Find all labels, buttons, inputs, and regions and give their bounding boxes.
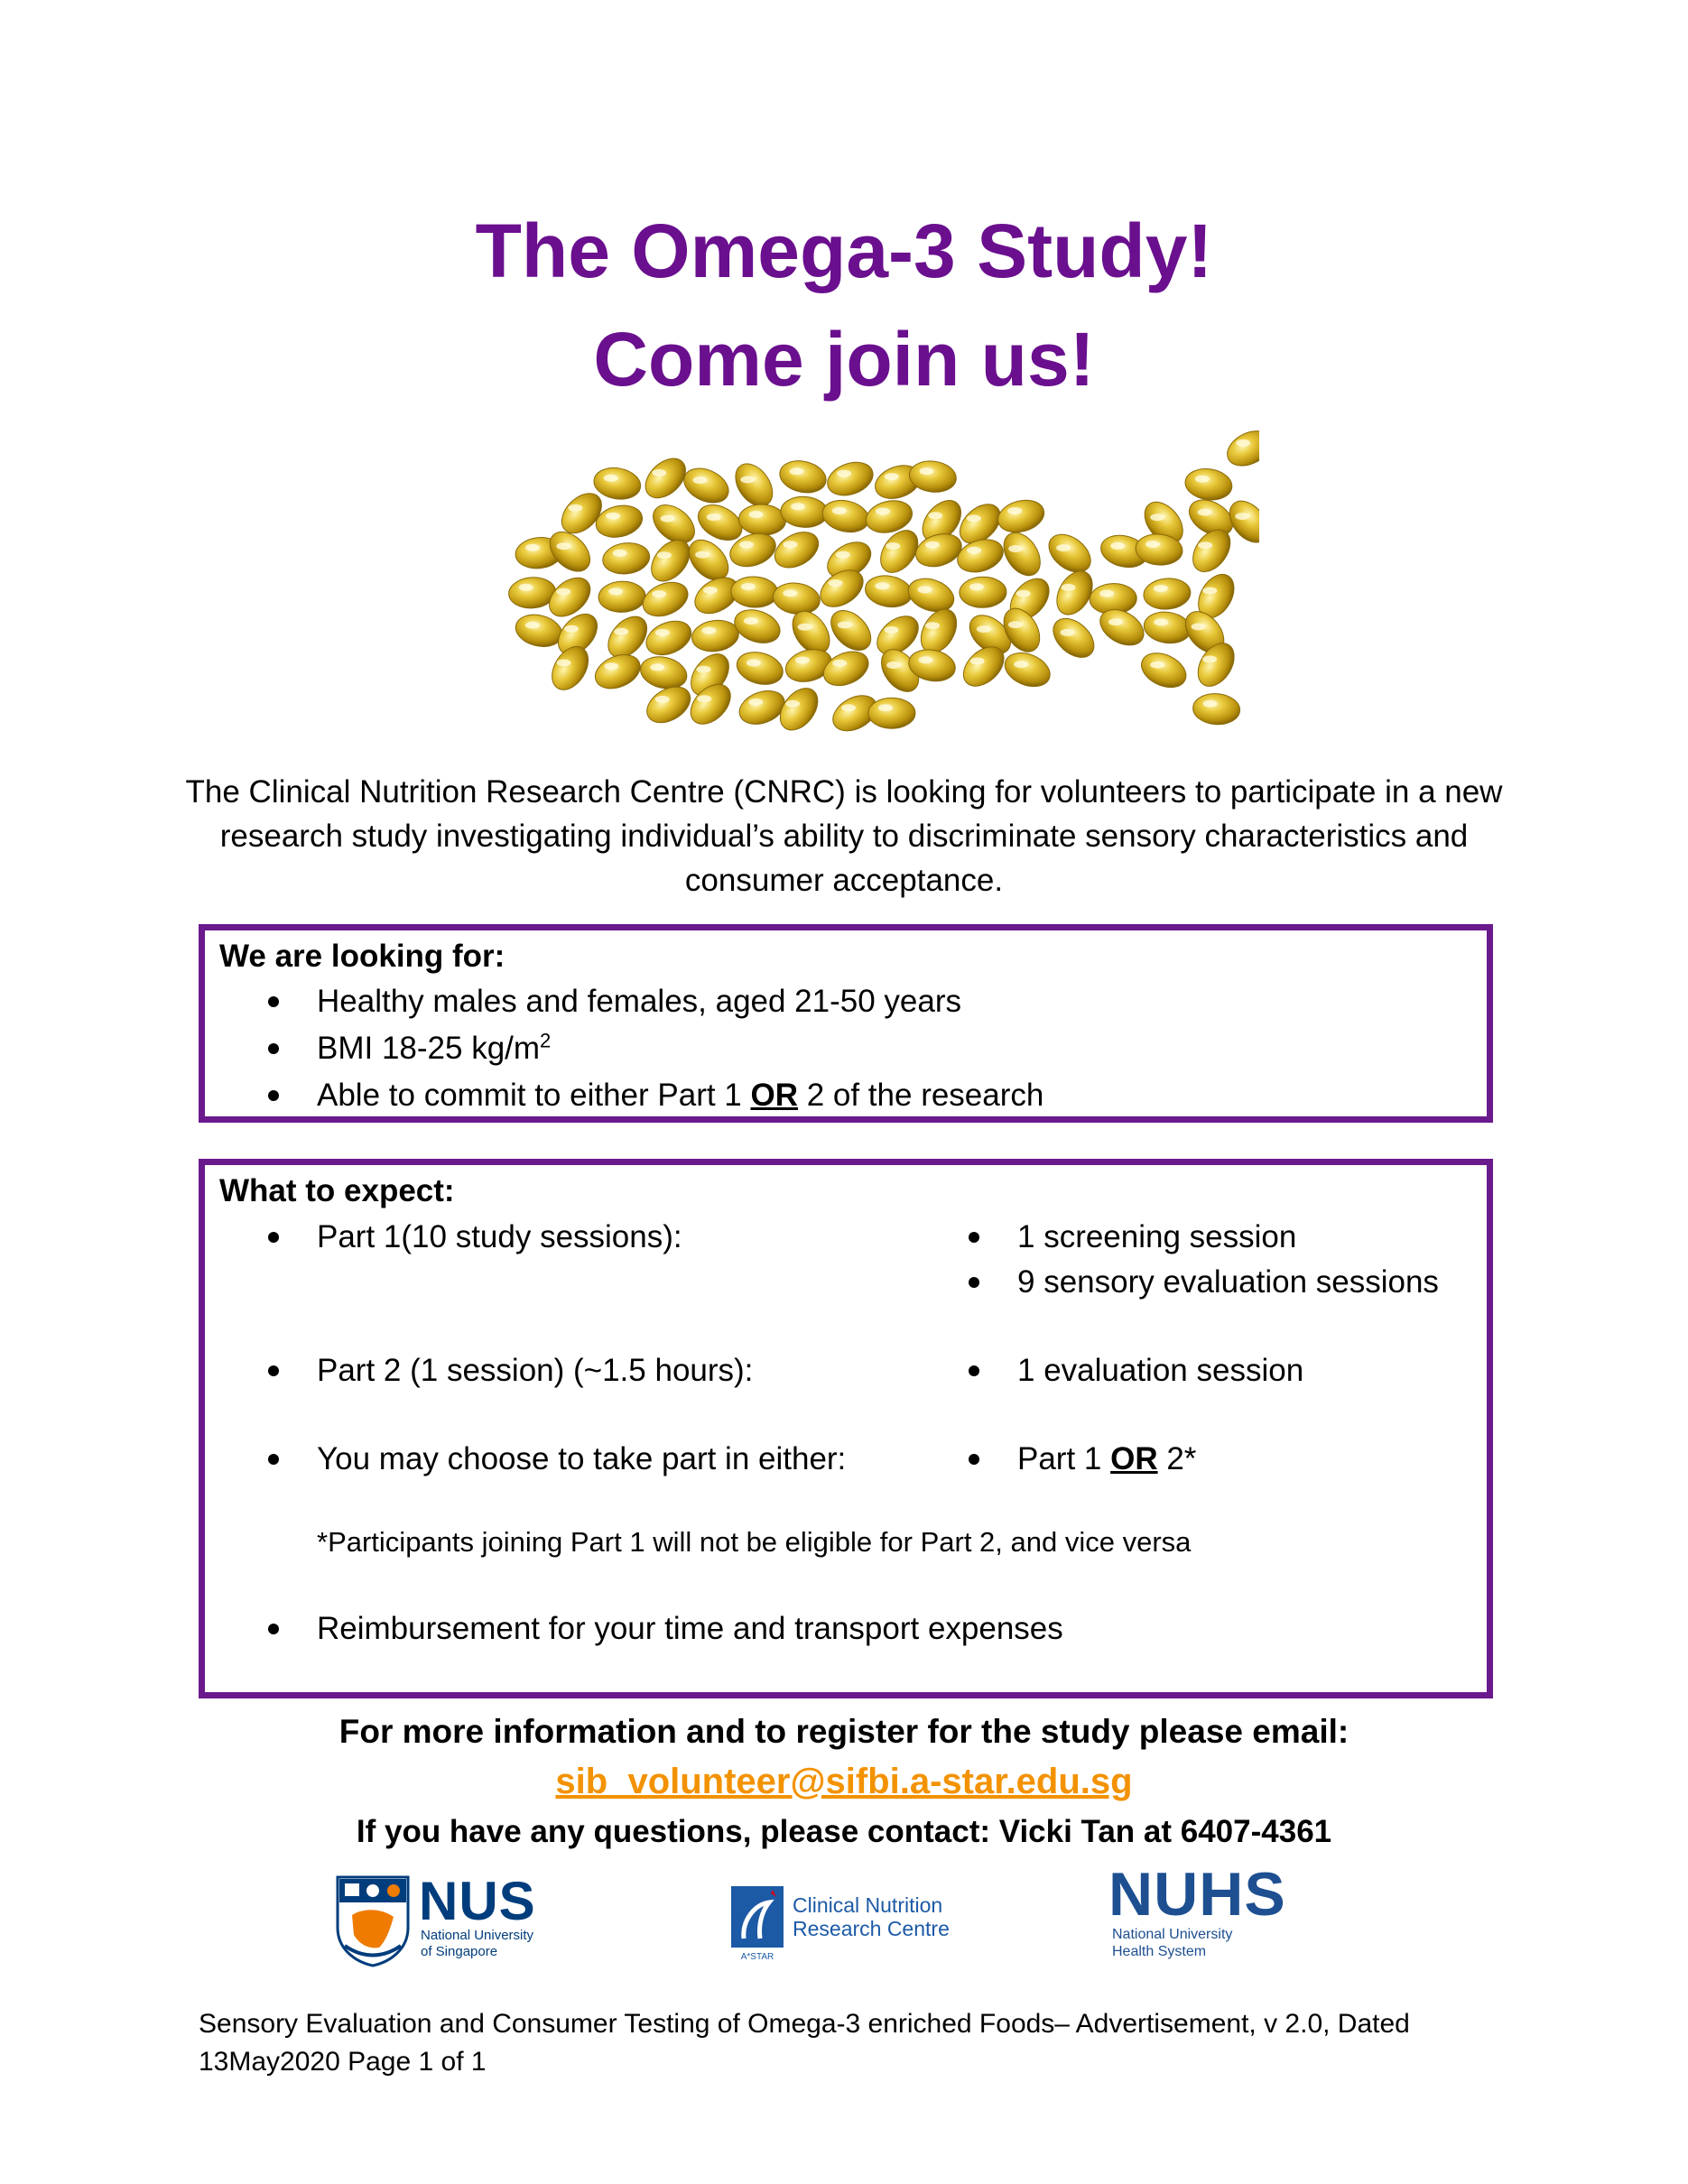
- list-item: Part 1(10 study sessions):: [268, 1216, 682, 1259]
- capsule-icon: [1143, 577, 1192, 611]
- capsule-highlight: [692, 477, 707, 484]
- nus-name: National University of Singapore: [421, 1928, 534, 1959]
- capsule-highlight: [876, 508, 890, 515]
- bullet-icon: [268, 1365, 279, 1376]
- capsule-icon: [591, 465, 643, 504]
- capsule-highlight: [1195, 476, 1210, 483]
- capsule-highlight: [837, 470, 851, 477]
- list-item: Reimbursement for your time and transport expenses: [268, 1607, 1063, 1651]
- capsule-highlight: [564, 625, 579, 633]
- capsule-highlight: [1056, 544, 1071, 551]
- capsule-highlight: [928, 512, 942, 519]
- capsule-highlight: [783, 589, 797, 597]
- capsule-highlight: [967, 514, 981, 522]
- cnrc-logo: [729, 1884, 964, 1970]
- capsule-icon: [771, 580, 821, 617]
- capsule-highlight: [657, 551, 672, 559]
- list-item: 1 evaluation session: [969, 1349, 1303, 1393]
- nuhs-wordmark: NUHS: [1108, 1860, 1286, 1929]
- capsule-highlight: [749, 511, 764, 518]
- capsule-highlight: [878, 704, 893, 711]
- capsule-icon: [1042, 527, 1098, 580]
- capsule-highlight: [1202, 656, 1217, 663]
- capsule-highlight: [1198, 509, 1212, 516]
- capsule-highlight: [740, 476, 755, 483]
- capsule-highlight: [556, 542, 570, 550]
- capsule-icon: [1136, 646, 1191, 694]
- capsule-icon: [728, 457, 780, 513]
- contact-line-1: For more information and to register for the study please email:: [339, 1713, 1349, 1750]
- capsule-icon: [995, 495, 1048, 537]
- nus-crest-icon: [336, 1875, 410, 1967]
- nuhs-name: National University Health System: [1112, 1927, 1233, 1959]
- capsule-icon: [823, 457, 877, 502]
- capsule-highlight: [885, 473, 899, 480]
- capsule-highlight: [832, 660, 847, 667]
- bullet-icon: [268, 1232, 279, 1243]
- capsule-highlight: [925, 541, 940, 549]
- eligibility-note: *Participants joining Part 1 will not be eligible for Part 2, and vice versa: [317, 1526, 1192, 1558]
- astar-icon: [729, 1884, 785, 1962]
- capsule-highlight: [1008, 621, 1023, 628]
- capsule-icon: [590, 648, 645, 695]
- looking-for-heading: We are looking for:: [219, 939, 505, 974]
- intro-text: The Clinical Nutrition Research Centre (CNRC) is looking for volunteers to participate in a new research study investigating individual’s ability to discriminate sensory characteristics and consumer acceptance.: [185, 774, 1503, 898]
- capsule-icon: [819, 645, 874, 692]
- footer-text: Sensory Evaluation and Consumer Testing of Omega-3 enriched Foods– Advertisement, v 2.0, Dated 13May2020 Page 1 of 1: [199, 2009, 1410, 2077]
- fish-capsules-image: [501, 424, 1259, 758]
- capsule-icon: [1183, 466, 1234, 503]
- capsule-icon: [679, 462, 734, 510]
- capsule-highlight: [1203, 700, 1218, 708]
- capsule-highlight: [836, 551, 850, 559]
- capsule-icon: [997, 526, 1048, 582]
- capsule-highlight: [1154, 585, 1168, 592]
- capsule-highlight: [695, 551, 710, 559]
- list-item: You may choose to take part in either:: [268, 1438, 846, 1481]
- cnrc-name: Clinical Nutrition Research Centre: [793, 1893, 950, 1940]
- bullet-icon: [268, 1454, 279, 1465]
- capsule-highlight: [1014, 661, 1028, 668]
- capsule-highlight: [1099, 590, 1114, 597]
- capsule-highlight: [557, 659, 571, 666]
- capsule-highlight: [1008, 545, 1023, 552]
- capsule-icon: [598, 580, 646, 613]
- capsule-highlight: [1108, 618, 1123, 625]
- bullet-icon: [268, 1624, 279, 1634]
- capsule-icon: [820, 496, 872, 537]
- capsule-highlight: [697, 666, 711, 673]
- expect-heading: What to expect:: [219, 1173, 455, 1208]
- capsule-highlight: [829, 579, 843, 587]
- capsule-highlight: [1145, 541, 1160, 548]
- capsule-highlight: [1154, 618, 1168, 625]
- capsule-icon: [641, 615, 696, 662]
- capsule-highlight: [1062, 584, 1076, 591]
- capsule-highlight: [918, 586, 932, 593]
- list-item: Healthy males and females, aged 21-50 years: [268, 980, 961, 1023]
- list-item: BMI 18-25 $kg/m^2$: [268, 1027, 551, 1070]
- capsule-icon: [730, 604, 784, 649]
- list-item: Part 2 (1 session) (~1.5 hours):: [268, 1349, 753, 1393]
- capsule-highlight: [568, 504, 582, 512]
- capsule-highlight: [1007, 507, 1022, 514]
- capsule-highlight: [977, 625, 991, 633]
- capsule-icon: [868, 698, 915, 728]
- list-item: Part 1 OR 2*: [969, 1438, 1196, 1481]
- capsule-icon: [637, 652, 691, 694]
- capsule-highlight: [969, 583, 984, 590]
- capsule-icon: [780, 495, 829, 529]
- capsule-highlight: [1060, 629, 1074, 636]
- capsule-highlight: [652, 590, 666, 597]
- capsule-icon: [912, 528, 966, 571]
- capsule-highlight: [650, 663, 664, 671]
- capsule-highlight: [1235, 513, 1249, 520]
- capsule-highlight: [925, 622, 940, 629]
- capsule-highlight: [919, 467, 933, 475]
- capsule-icon: [730, 576, 779, 609]
- capsule-highlight: [967, 547, 981, 554]
- capsule-highlight: [655, 629, 670, 636]
- nuhs-logo: [1108, 1859, 1307, 1967]
- capsule-icon: [738, 504, 787, 537]
- capsule-highlight: [519, 584, 533, 591]
- capsule-highlight: [606, 513, 620, 520]
- capsule-highlight: [1198, 541, 1212, 549]
- capsule-highlight: [886, 662, 901, 669]
- capsule-highlight: [875, 582, 889, 589]
- list-item: Able to commit to either Part 1 OR 2 of the research: [268, 1074, 1043, 1117]
- capsule-icon: [823, 603, 878, 658]
- capsule-highlight: [919, 656, 933, 663]
- capsule-highlight: [885, 626, 899, 634]
- capsule-icon: [544, 640, 595, 696]
- capsule-icon: [863, 572, 914, 611]
- capsule-highlight: [556, 588, 570, 596]
- capsule-highlight: [744, 617, 758, 625]
- list-item: 9 sensory evaluation sessions: [969, 1261, 1439, 1304]
- capsule-icon: [1221, 424, 1259, 473]
- capsule-highlight: [608, 588, 623, 595]
- capsule-highlight: [604, 662, 618, 670]
- capsule-highlight: [832, 507, 847, 514]
- capsule-icon: [776, 457, 829, 497]
- capsule-icon: [1000, 647, 1055, 693]
- capsule-highlight: [1110, 542, 1125, 550]
- capsule-icon: [638, 576, 693, 623]
- capsule-highlight: [613, 550, 627, 557]
- capsule-highlight: [1192, 623, 1206, 630]
- looking-for-box: [199, 924, 1493, 1123]
- title-line-1: The Omega-3 Study!: [475, 208, 1213, 293]
- capsule-highlight: [525, 622, 540, 629]
- bullet-icon: [268, 1090, 279, 1101]
- bullet-icon: [268, 996, 279, 1007]
- capsule-highlight: [838, 622, 852, 629]
- what-to-expect-box: [199, 1159, 1493, 1698]
- capsule-highlight: [1150, 662, 1164, 669]
- capsule-highlight: [525, 544, 540, 551]
- contact-line-2: If you have any questions, please contact: Vicki Tan at 6407-4361: [356, 1814, 1332, 1849]
- capsule-highlight: [701, 627, 716, 634]
- capsule-highlight: [604, 475, 618, 482]
- capsule-highlight: [791, 503, 805, 510]
- email-link[interactable]: sib_volunteer@sifbi.a-star.edu.sg: [555, 1762, 1133, 1801]
- capsule-highlight: [795, 657, 810, 664]
- capsule-highlight: [1236, 440, 1250, 447]
- capsule-highlight: [747, 660, 761, 667]
- bullet-icon: [969, 1232, 979, 1243]
- capsule-highlight: [1016, 590, 1031, 597]
- capsule-icon: [1046, 611, 1101, 665]
- capsule-highlight: [703, 587, 718, 594]
- capsule-icon: [690, 617, 740, 654]
- capsule-highlight: [697, 695, 711, 702]
- bullet-icon: [969, 1277, 979, 1288]
- bullet-icon: [969, 1454, 979, 1465]
- capsule-icon: [1192, 692, 1240, 726]
- capsule-highlight: [748, 699, 763, 706]
- bullet-icon: [268, 1043, 279, 1054]
- capsule-highlight: [1150, 514, 1164, 521]
- capsule-highlight: [739, 541, 754, 549]
- capsule-highlight: [614, 628, 628, 635]
- capsule-highlight: [1202, 588, 1217, 595]
- title-line-2: Come join us!: [593, 317, 1095, 402]
- capsule-icon: [953, 534, 1007, 578]
- svg-text:A*STAR: A*STAR: [740, 1952, 774, 1962]
- capsule-highlight: [741, 583, 756, 590]
- capsule-highlight: [798, 624, 812, 631]
- capsule-highlight: [785, 700, 800, 708]
- list-item: 1 screening session: [969, 1216, 1296, 1259]
- capsule-highlight: [784, 541, 798, 548]
- bullet-icon: [969, 1365, 979, 1376]
- capsule-highlight: [661, 515, 675, 523]
- capsule-highlight: [655, 696, 670, 703]
- capsule-highlight: [707, 514, 721, 521]
- capsule-highlight: [652, 469, 666, 477]
- capsule-highlight: [841, 704, 856, 711]
- capsule-highlight: [790, 467, 804, 475]
- capsule-icon: [960, 577, 1007, 608]
- capsule-icon: [1142, 609, 1192, 646]
- capsule-icon: [733, 647, 786, 689]
- capsule-highlight: [970, 658, 985, 665]
- nus-wordmark: NUS: [419, 1871, 536, 1931]
- capsule-icon: [601, 541, 652, 577]
- capsule-highlight: [886, 542, 900, 550]
- nus-logo: [336, 1871, 552, 1970]
